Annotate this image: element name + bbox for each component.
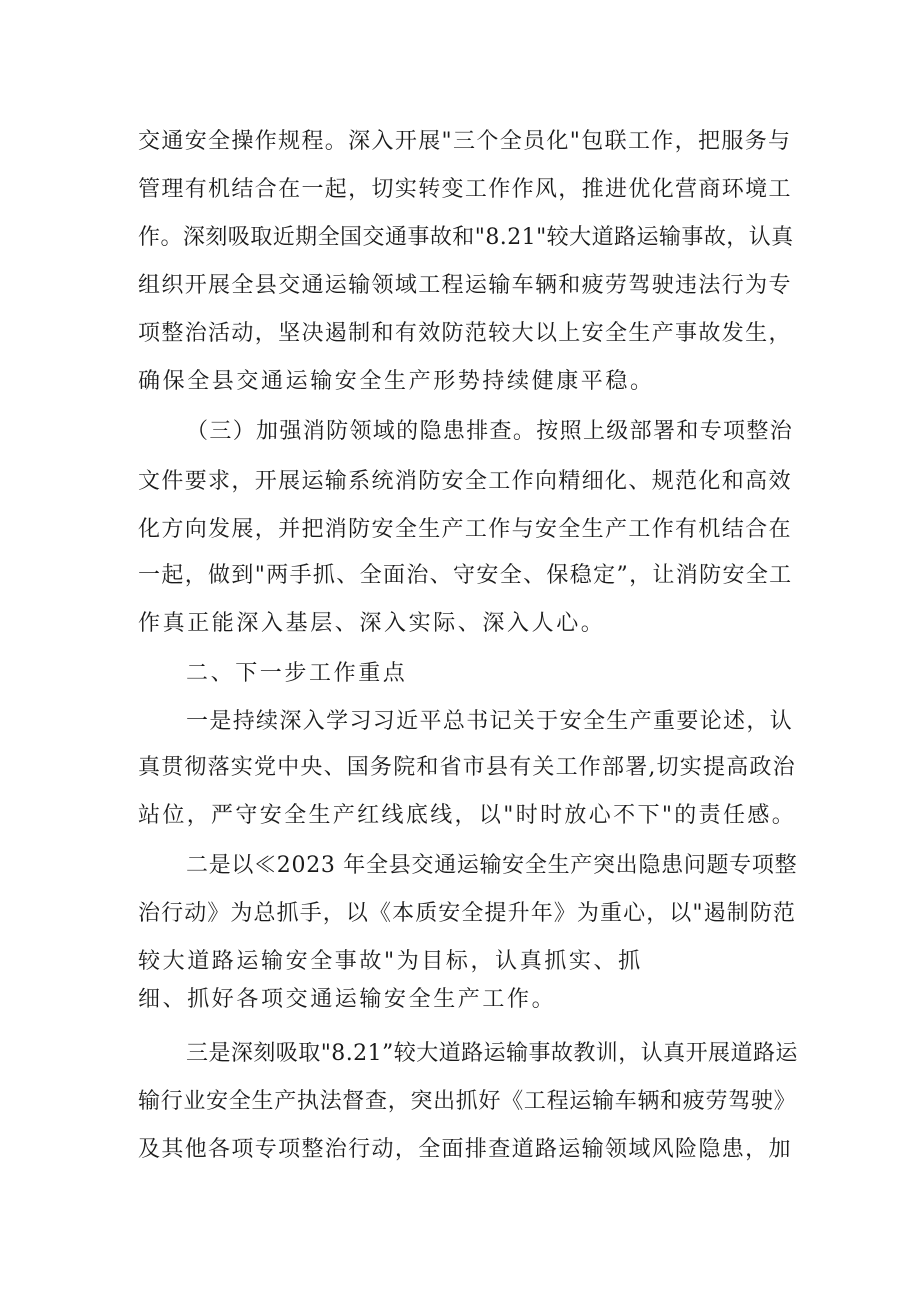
paragraph-line: 较大道路运输安全事故"为目标，认真抓实、抓 xyxy=(138,949,643,974)
paragraph-line: 细、抓好各项交通运输安全生产工作。 xyxy=(138,987,557,1012)
paragraph-line: 二是以≪2023 年全县交通运输安全生产突出隐患问题专项整 xyxy=(186,853,798,878)
paragraph-line: （三）加强消防领域的隐患排查。按照上级部署和专项整治 xyxy=(186,419,794,444)
paragraph-line: 管理有机结合在一起，切实转变工作作风，推进优化营商环境工 xyxy=(138,177,792,202)
section-heading: 二、下一步工作重点 xyxy=(186,661,408,686)
paragraph-line: 输行业安全生产执法督查，突出抓好《工程运输车辆和疲劳驾驶》 xyxy=(138,1089,797,1114)
paragraph-line: 一起，做到"两手抓、全面治、守安全、保稳定”，让消防安全工 xyxy=(138,563,793,588)
paragraph-line: 交通安全操作规程。深入开展"三个全员化"包联工作，把服务与 xyxy=(138,129,792,154)
paragraph-line: 项整治活动，坚决遏制和有效防范较大以上安全生产事故发生， xyxy=(138,321,792,346)
paragraph-line: 站位，严守安全生产红线底线，以"时时放心不下"的责任感。 xyxy=(138,803,797,828)
paragraph-line: 三是深刻吸取"8.21”较大道路运输事故教训，认真开展道路运 xyxy=(186,1041,798,1066)
paragraph-line: 化方向发展，并把消防安全生产工作与安全生产工作有机结合在 xyxy=(138,517,792,542)
paragraph-line: 及其他各项专项整治行动，全面排查道路运输领域风险隐患，加 xyxy=(138,1137,792,1162)
paragraph-line: 文件要求，开展运输系统消防安全工作向精细化、规范化和高效 xyxy=(138,469,792,494)
paragraph-line: 治行动》为总抓手，以《本质安全提升年》为重心，以"遏制防范 xyxy=(138,901,797,926)
paragraph-line: 确保全县交通运输安全生产形势持续健康平稳。 xyxy=(138,369,655,394)
paragraph-line: 作真正能深入基层、深入实际、深入人心。 xyxy=(138,611,606,636)
paragraph-line: 真贯彻落实党中央、国务院和省市县有关工作部署,切实提高政治 xyxy=(138,755,796,780)
paragraph-line: 组织开展全县交通运输领域工程运输车辆和疲劳驾驶违法行为专 xyxy=(138,273,792,298)
paragraph-line: 作。深刻吸取近期全国交通事故和"8.21"较大道路运输事故，认真 xyxy=(138,225,794,250)
paragraph-line: 一是持续深入学习习近平总书记关于安全生产重要论述，认 xyxy=(186,709,794,734)
